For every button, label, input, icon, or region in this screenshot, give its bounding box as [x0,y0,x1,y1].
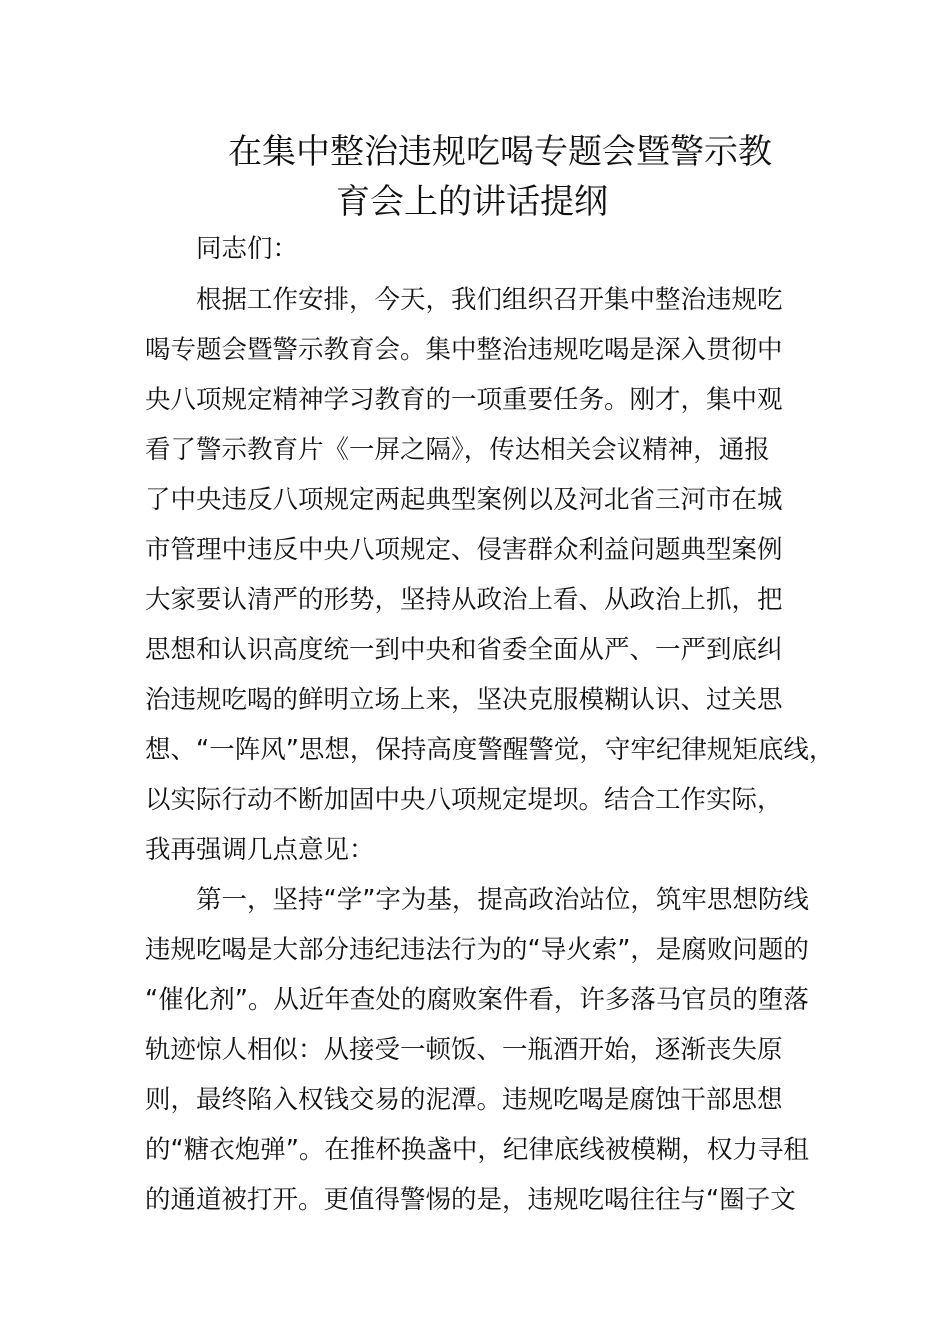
body-line: 则，最终陷入权钱交易的泥潭。违规吃喝是腐蚀干部思想 [145,1085,783,1115]
body-line: 市管理中违反中央八项规定、侵害群众利益问题典型案例 [145,535,783,565]
body-line: 轨迹惊人相似：从接受一顿饭、一瓶酒开始，逐渐丧失原 [145,1035,783,1065]
body-line: 喝专题会暨警示教育会。集中整治违规吃喝是深入贯彻中 [145,335,783,365]
salutation: 同志们： [196,234,299,264]
body-line: 以实际行动不断加固中央八项规定堤坝。结合工作实际， [145,785,783,815]
body-line: 想、“一阵风”思想，保持高度警醒警觉，守牢纪律规矩底线， [145,735,835,765]
body-line: 大家要认清严的形势，坚持从政治上看、从政治上抓，把 [145,585,783,615]
document-title-line-1: 在集中整治违规吃喝专题会暨警示教 [228,132,772,172]
body-line: 的“糖衣炮弹”。在推杯换盏中，纪律底线被模糊，权力寻租 [145,1135,809,1165]
body-line: 的通道被打开。更值得警惕的是，违规吃喝往往与“圈子文 [145,1185,796,1215]
body-line: 看了警示教育片《一屏之隔》，传达相关会议精神，通报 [145,435,770,465]
body-line: 我再强调几点意见： [145,835,375,865]
body-line: 治违规吃喝的鲜明立场上来，坚决克服模糊认识、过关思 [145,685,783,715]
body-line: “催化剂”。从近年查处的腐败案件看，许多落马官员的堕落 [145,985,809,1015]
body-line: 了中央违反八项规定两起典型案例以及河北省三河市在城 [145,485,783,515]
body-line: 根据工作安排，今天，我们组织召开集中整治违规吃 [196,285,783,315]
body-line: 央八项规定精神学习教育的一项重要任务。刚才，集中观 [145,385,783,415]
document-title-line-2: 育会上的讲话提纲 [336,182,608,222]
body-line: 思想和认识高度统一到中央和省委全面从严、一严到底纠 [145,635,783,665]
body-line: 违规吃喝是大部分违纪违法行为的“导火索”，是腐败问题的 [145,935,809,965]
section-heading: 第一，坚持“学”字为基，提高政治站位，筑牢思想防线 [196,885,809,915]
